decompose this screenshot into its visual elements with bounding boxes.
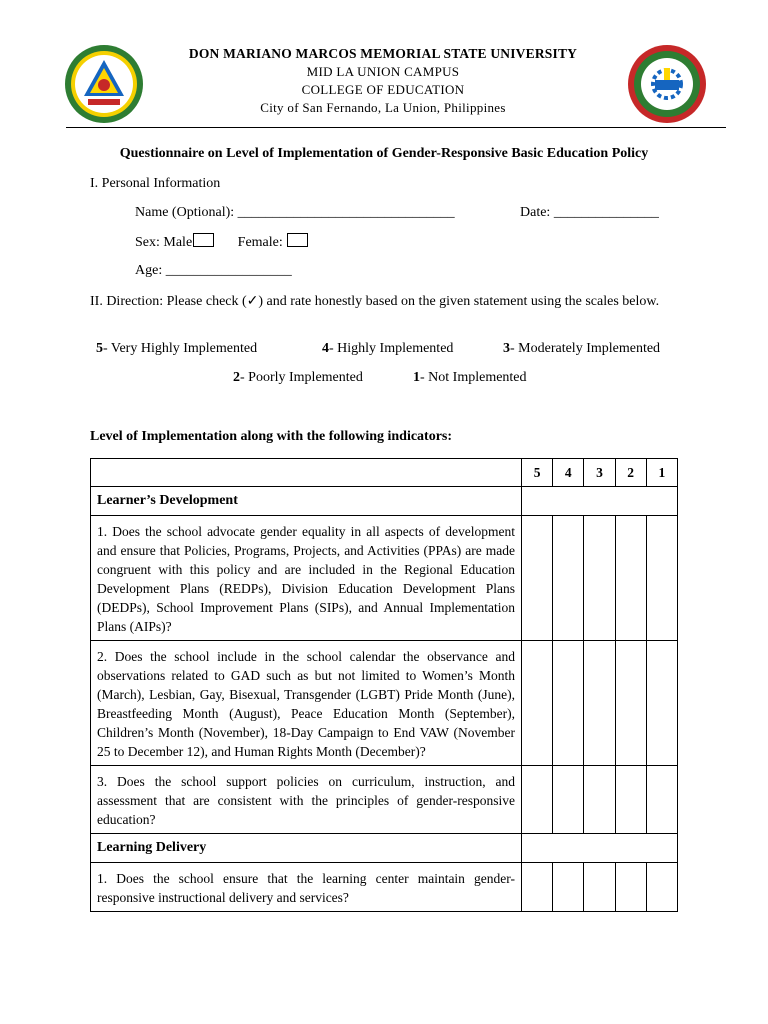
section-blank-cell <box>522 834 678 863</box>
rating-header-4: 4 <box>553 459 584 487</box>
questionnaire-title: Questionnaire on Level of Implementation of Gender-Responsive Basic Education Policy <box>119 146 649 161</box>
rating-header-5: 5 <box>522 459 553 487</box>
scale-item: 5- Very Highly Implemented <box>96 341 258 356</box>
section-row <box>91 487 678 516</box>
rating-header-2: 2 <box>615 459 646 487</box>
sex-male-label: Sex: Male <box>135 235 193 250</box>
rating-cell-2[interactable] <box>615 641 646 766</box>
rating-cell-2[interactable] <box>615 863 646 912</box>
rating-cell-3[interactable] <box>584 766 615 834</box>
scale-item: 3- Moderately Implemented <box>503 341 661 356</box>
rating-cell-3[interactable] <box>584 863 615 912</box>
question-text: 3. Does the school support policies on curriculum, instruction, and assessment that are consistent with the principles of gender-responsive education? <box>91 766 522 834</box>
section-row <box>91 834 678 863</box>
male-checkbox[interactable] <box>193 233 214 247</box>
university-seal-icon <box>64 44 144 124</box>
university-name: DON MARIANO MARCOS MEMORIAL STATE UNIVERSITY <box>188 46 578 61</box>
date-field[interactable]: Date: _______________ <box>520 205 659 220</box>
table-row <box>91 863 678 912</box>
scale-item: 4- Highly Implemented <box>322 341 454 356</box>
section-title-learning-delivery: Learning Delivery <box>91 834 522 863</box>
scale-item: 1- Not Implemented <box>413 370 527 385</box>
sex-row <box>135 233 308 251</box>
table-row <box>91 766 678 834</box>
rating-cell-5[interactable] <box>522 516 553 641</box>
university-header <box>150 45 616 117</box>
question-text: 2. Does the school include in the school calendar the observance and observations related to GAD such as but not limited to Women’s Month (March), Lesbian, Gay, Bisexual, Transgender (LGBT) Pride Month (June), Breastfeeding Month (August), Peace Education Month (September), Children’s Month (November), 18-Day Campaign to End VAW (November 25 to December 12), and Human Rights Month (December)? <box>91 641 522 766</box>
table-row <box>91 516 678 641</box>
section-title-learners-development: Learner’s Development <box>91 487 522 516</box>
rating-cell-4[interactable] <box>553 641 584 766</box>
rating-header-1: 1 <box>646 459 677 487</box>
rating-header-3: 3 <box>584 459 615 487</box>
rating-cell-4[interactable] <box>553 766 584 834</box>
rating-cell-4[interactable] <box>553 863 584 912</box>
table-header-row <box>91 459 678 487</box>
rating-cell-1[interactable] <box>646 863 677 912</box>
rating-cell-3[interactable] <box>584 516 615 641</box>
rating-cell-4[interactable] <box>553 516 584 641</box>
rating-cell-5[interactable] <box>522 641 553 766</box>
table-row <box>91 641 678 766</box>
question-text: 1. Does the school advocate gender equality in all aspects of development and ensure that Policies, Programs, Projects, and Activities (PPAs) are made congruent with this policy and are included in the Regional Education Development Plans (REDPs), Division Education Development Plans (DEDPs), School Improvement Plans (SIPs), and Annual Implementation Plans (AIPs)? <box>91 516 522 641</box>
table-title: Level of Implementation along with the following indicators: <box>90 429 453 444</box>
rating-cell-5[interactable] <box>522 766 553 834</box>
age-field[interactable]: Age: __________________ <box>135 263 292 278</box>
rating-cell-3[interactable] <box>584 641 615 766</box>
header-divider <box>66 127 726 128</box>
direction-text: II. Direction: Please check (✓) and rate honestly based on the given statement using the scales below. <box>90 294 660 309</box>
rating-cell-1[interactable] <box>646 766 677 834</box>
campus-name: MID LA UNION CAMPUS <box>306 64 460 79</box>
female-label: Female: <box>237 235 283 250</box>
rating-cell-2[interactable] <box>615 516 646 641</box>
rating-cell-1[interactable] <box>646 641 677 766</box>
location-text: City of San Fernando, La Union, Philippines <box>260 100 506 115</box>
rating-table <box>90 458 678 912</box>
personal-info-heading: I. Personal Information <box>90 176 221 191</box>
rating-cell-1[interactable] <box>646 516 677 641</box>
indicator-header-cell <box>91 459 522 487</box>
scale-item: 2- Poorly Implemented <box>233 370 363 385</box>
rating-cell-5[interactable] <box>522 863 553 912</box>
female-checkbox[interactable] <box>287 233 308 247</box>
question-text: 1. Does the school ensure that the learning center maintain gender-responsive instructional delivery and services? <box>91 863 522 912</box>
name-field[interactable]: Name (Optional): _______________________________ <box>135 205 455 220</box>
section-blank-cell <box>522 487 678 516</box>
college-of-education-seal-icon <box>627 44 707 124</box>
rating-cell-2[interactable] <box>615 766 646 834</box>
college-name: COLLEGE OF EDUCATION <box>301 82 465 97</box>
